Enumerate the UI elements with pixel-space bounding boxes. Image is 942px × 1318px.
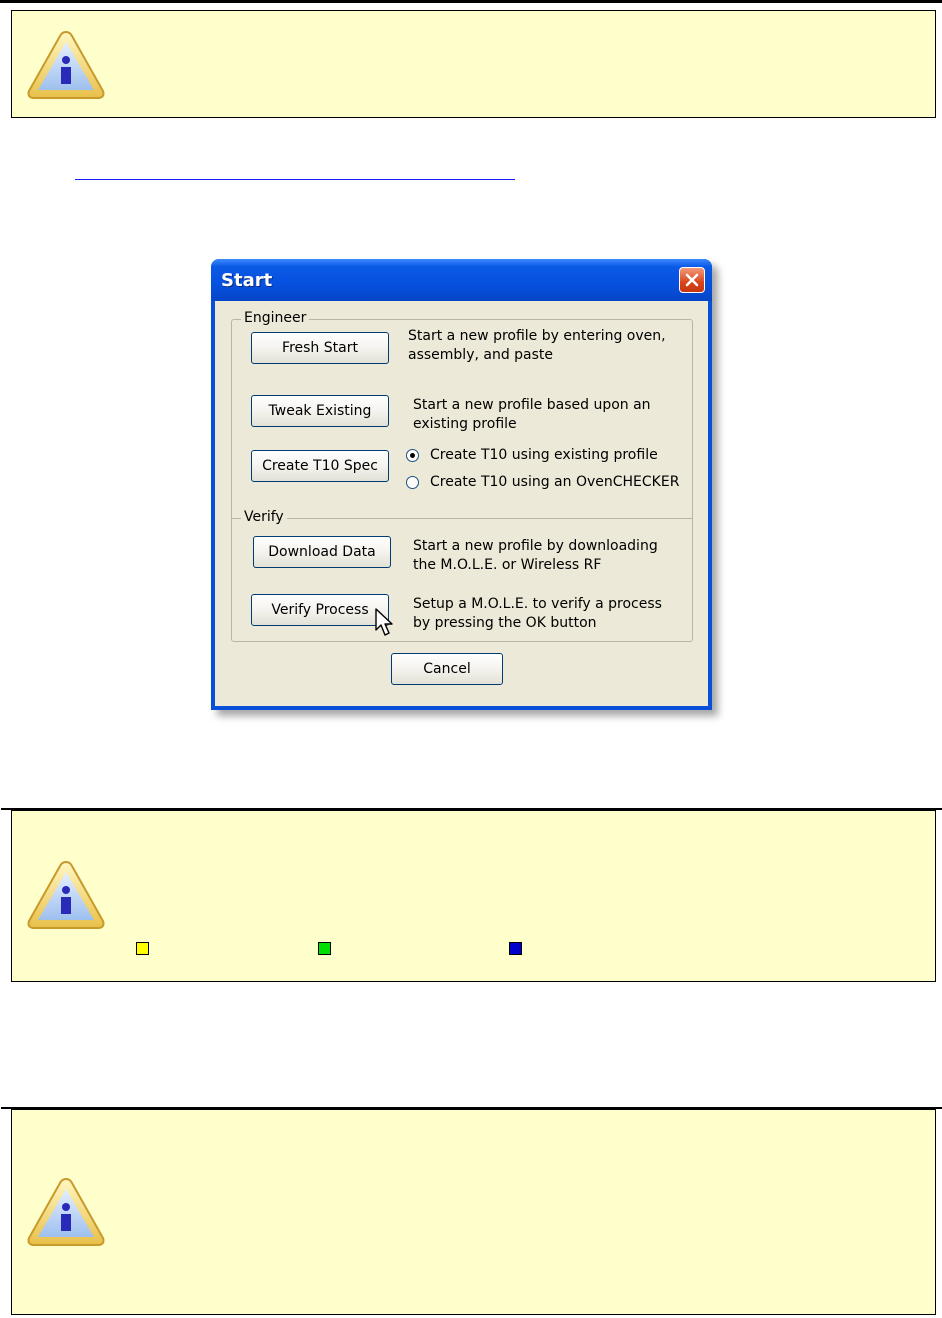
- green-swatch: [318, 942, 331, 955]
- radio-ovenchecker-label[interactable]: Create T10 using an OvenCHECKER: [430, 474, 680, 490]
- radio-existing-profile-label[interactable]: Create T10 using existing profile: [430, 447, 658, 463]
- info-note-3: [11, 1109, 936, 1315]
- dialog-client-area: [215, 301, 708, 706]
- info-warning-icon: [26, 859, 106, 931]
- note-top-rule: [1, 808, 942, 810]
- radio-ovenchecker[interactable]: [406, 476, 419, 489]
- radio-existing-profile[interactable]: [406, 449, 419, 462]
- download-data-description: Start a new profile by downloading the M.O.L.E. or Wireless RF: [413, 538, 658, 573]
- close-icon: [685, 273, 699, 287]
- group-divider: [231, 518, 693, 519]
- info-warning-icon: [26, 29, 106, 101]
- hyperlink-underline[interactable]: [75, 179, 515, 180]
- verify-process-description: Setup a M.O.L.E. to verify a process by pressing the OK button: [413, 596, 662, 631]
- tweak-existing-description: Start a new profile based upon an existing profile: [413, 397, 651, 432]
- info-warning-icon: [26, 1176, 106, 1248]
- yellow-swatch: [136, 942, 149, 955]
- top-rule: [0, 0, 942, 3]
- start-dialog: [211, 259, 712, 710]
- dialog-titlebar[interactable]: [211, 259, 712, 301]
- fresh-start-button[interactable]: Fresh Start: [251, 332, 389, 364]
- tweak-existing-button[interactable]: Tweak Existing: [251, 395, 389, 427]
- fresh-start-description: Start a new profile by entering oven, assembly, and paste: [408, 328, 666, 363]
- mouse-pointer-icon: [375, 608, 395, 638]
- dialog-title: Start: [221, 270, 273, 291]
- info-note-2: [11, 810, 936, 982]
- engineer-group-label: Engineer: [241, 310, 309, 326]
- close-button[interactable]: [679, 267, 705, 293]
- download-data-button[interactable]: Download Data: [253, 536, 391, 568]
- verify-group-label: Verify: [241, 509, 287, 525]
- create-t10-spec-button[interactable]: Create T10 Spec: [251, 450, 389, 482]
- verify-process-button[interactable]: Verify Process: [251, 594, 389, 626]
- cancel-button[interactable]: Cancel: [391, 653, 503, 685]
- blue-swatch: [509, 942, 522, 955]
- info-note-1: [11, 10, 936, 118]
- note-top-rule: [1, 1107, 942, 1109]
